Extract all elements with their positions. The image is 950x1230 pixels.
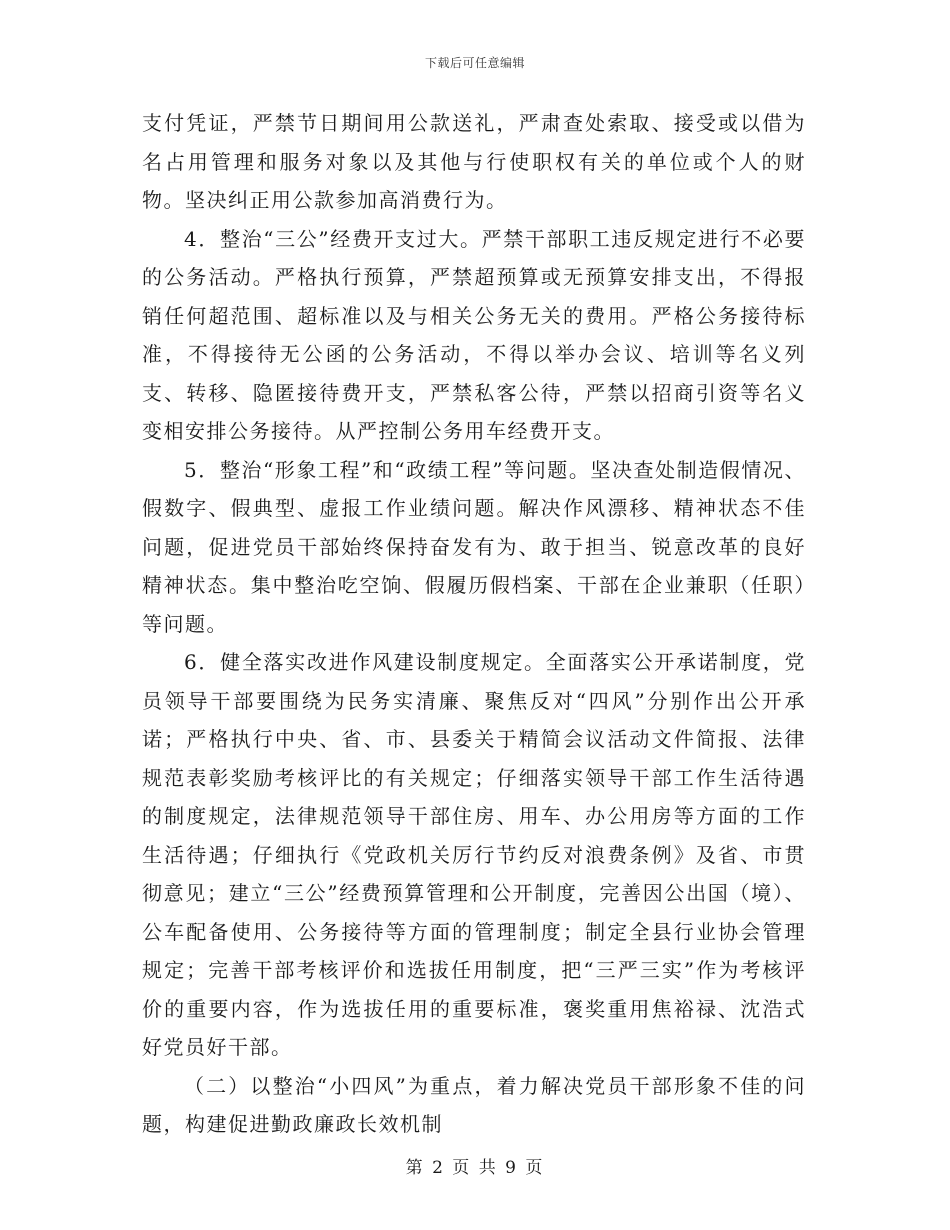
- page-header: 下载后可任意编辑: [424, 56, 525, 70]
- paragraph-item-5: 5．整治“形象工程”和“政绩工程”等问题。坚决查处制造假情况、假数字、假典型、虚报工作业绩问题。解决作风漂移、精神状态不佳问题，促进党员干部始终保持奋发有为、敢于担当、锐意改革的良好精神状态。集中整治吃空饷、假履历假档案、干部在企业兼职（任职）等问题。: [142, 457, 806, 636]
- paragraph-continuation: 支付凭证，严禁节日期间用公款送礼，严肃查处索取、接受或以借为名占用管理和服务对象以及其他与行使职权有关的单位或个人的财物。坚决纠正用公款参加高消费行为。: [142, 111, 806, 212]
- document-body: [142, 104, 806, 1144]
- page-footer: 第 2 页 共 9 页: [405, 1158, 545, 1178]
- paragraph-item-4: 4．整治“三公”经费开支过大。严禁干部职工违反规定进行不必要的公务活动。严格执行预算，严禁超预算或无预算安排支出，不得报销任何超范围、超标准以及与相关公务无关的费用。严格公务接待标准，不得接待无公函的公务活动，不得以举办会议、培训等名义列支、转移、隐匿接待费开支，严禁私客公待，严禁以招商引资等名义变相安排公务接待。从严控制公务用车经费开支。: [142, 226, 806, 443]
- paragraph-item-6: 6．健全落实改进作风建设制度规定。全面落实公开承诺制度，党员领导干部要围绕为民务实清廉、聚焦反对“四风”分别作出公开承诺；严格执行中央、省、市、县委关于精简会议活动文件简报、法律规范表彰奖励考核评比的有关规定；仔细落实领导干部工作生活待遇的制度规定，法律规范领导干部住房、用车、办公用房等方面的工作生活待遇；仔细执行《党政机关厉行节约反对浪费条例》及省、市贯彻意见；建立“三公”经费预算管理和公开制度，完善因公出国（境）、公车配备使用、公务接待等方面的管理制度；制定全县行业协会管理规定；完善干部考核评价和选拔任用制度，把“三严三实”作为考核评价的重要内容，作为选拔任用的重要标准，褒奖重用焦裕禄、沈浩式好党员好干部。: [142, 650, 806, 1059]
- section-heading-2: （二）以整治“小四风”为重点，着力解决党员干部形象不佳的问题，构建促进勤政廉政长效机制: [142, 1073, 806, 1136]
